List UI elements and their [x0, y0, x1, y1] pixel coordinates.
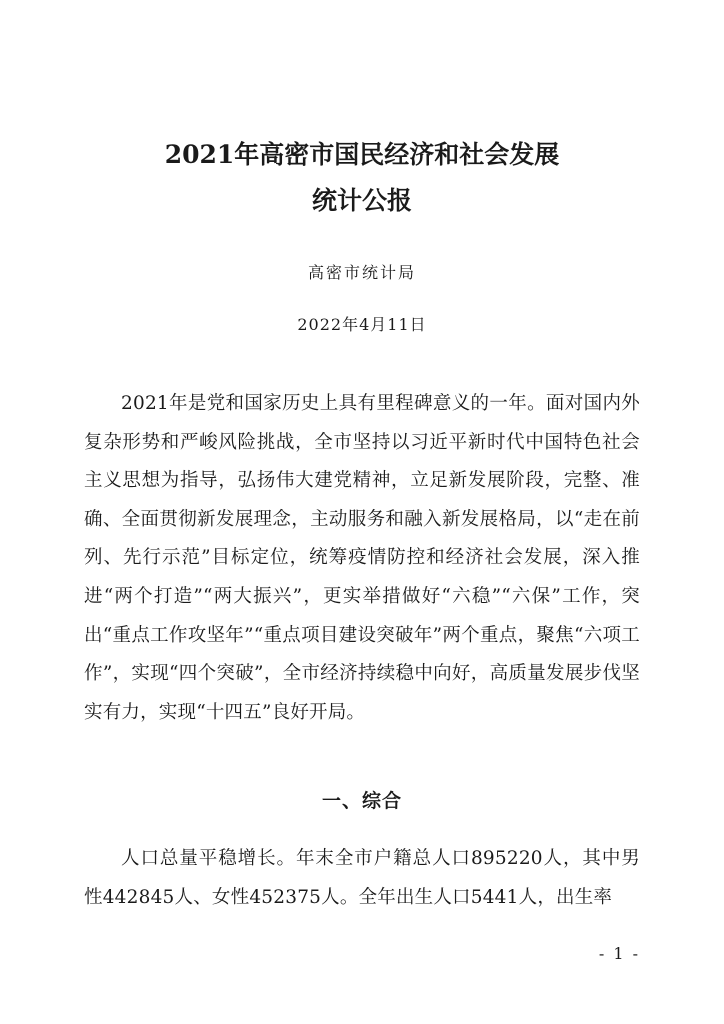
section-heading: 一、综合	[321, 790, 402, 812]
issuer-name: 高密市统计局	[307, 263, 416, 282]
section-paragraph: 人口总量平稳增长。年末全市户籍总人口895220人，其中男性442845人、女性452375人。全年出生人口5441人，出生率	[84, 848, 640, 908]
document-title: 2021年高密市国民经济和社会发展	[164, 140, 560, 169]
page-number: - 1 -	[598, 944, 640, 963]
intro-paragraph: 2021年是党和国家历史上具有里程碑意义的一年。面对国内外复杂形势和严峻风险挑战，全市坚持以习近平新时代中国特色社会主义思想为指导，弘扬伟大建党精神，立足新发展阶段，完整、准确、全面贯彻新发展理念，主动服务和融入新发展格局，以“走在前列、先行示范”目标定位，统筹疫情防控和经济社会发展，深入推进“两个打造”“两大振兴”，更实举措做好“六稳”“六保”工作，突出“重点工作攻坚年”“重点项目建设突破年”两个重点，聚焦“六项工作”，实现“四个突破”，全市经济持续稳中向好，高质量发展步伐坚实有力，实现“十四五”良好开局。	[84, 393, 640, 723]
publish-date: 2022年4月11日	[297, 315, 427, 334]
document-title-line2: 统计公报	[311, 186, 412, 215]
